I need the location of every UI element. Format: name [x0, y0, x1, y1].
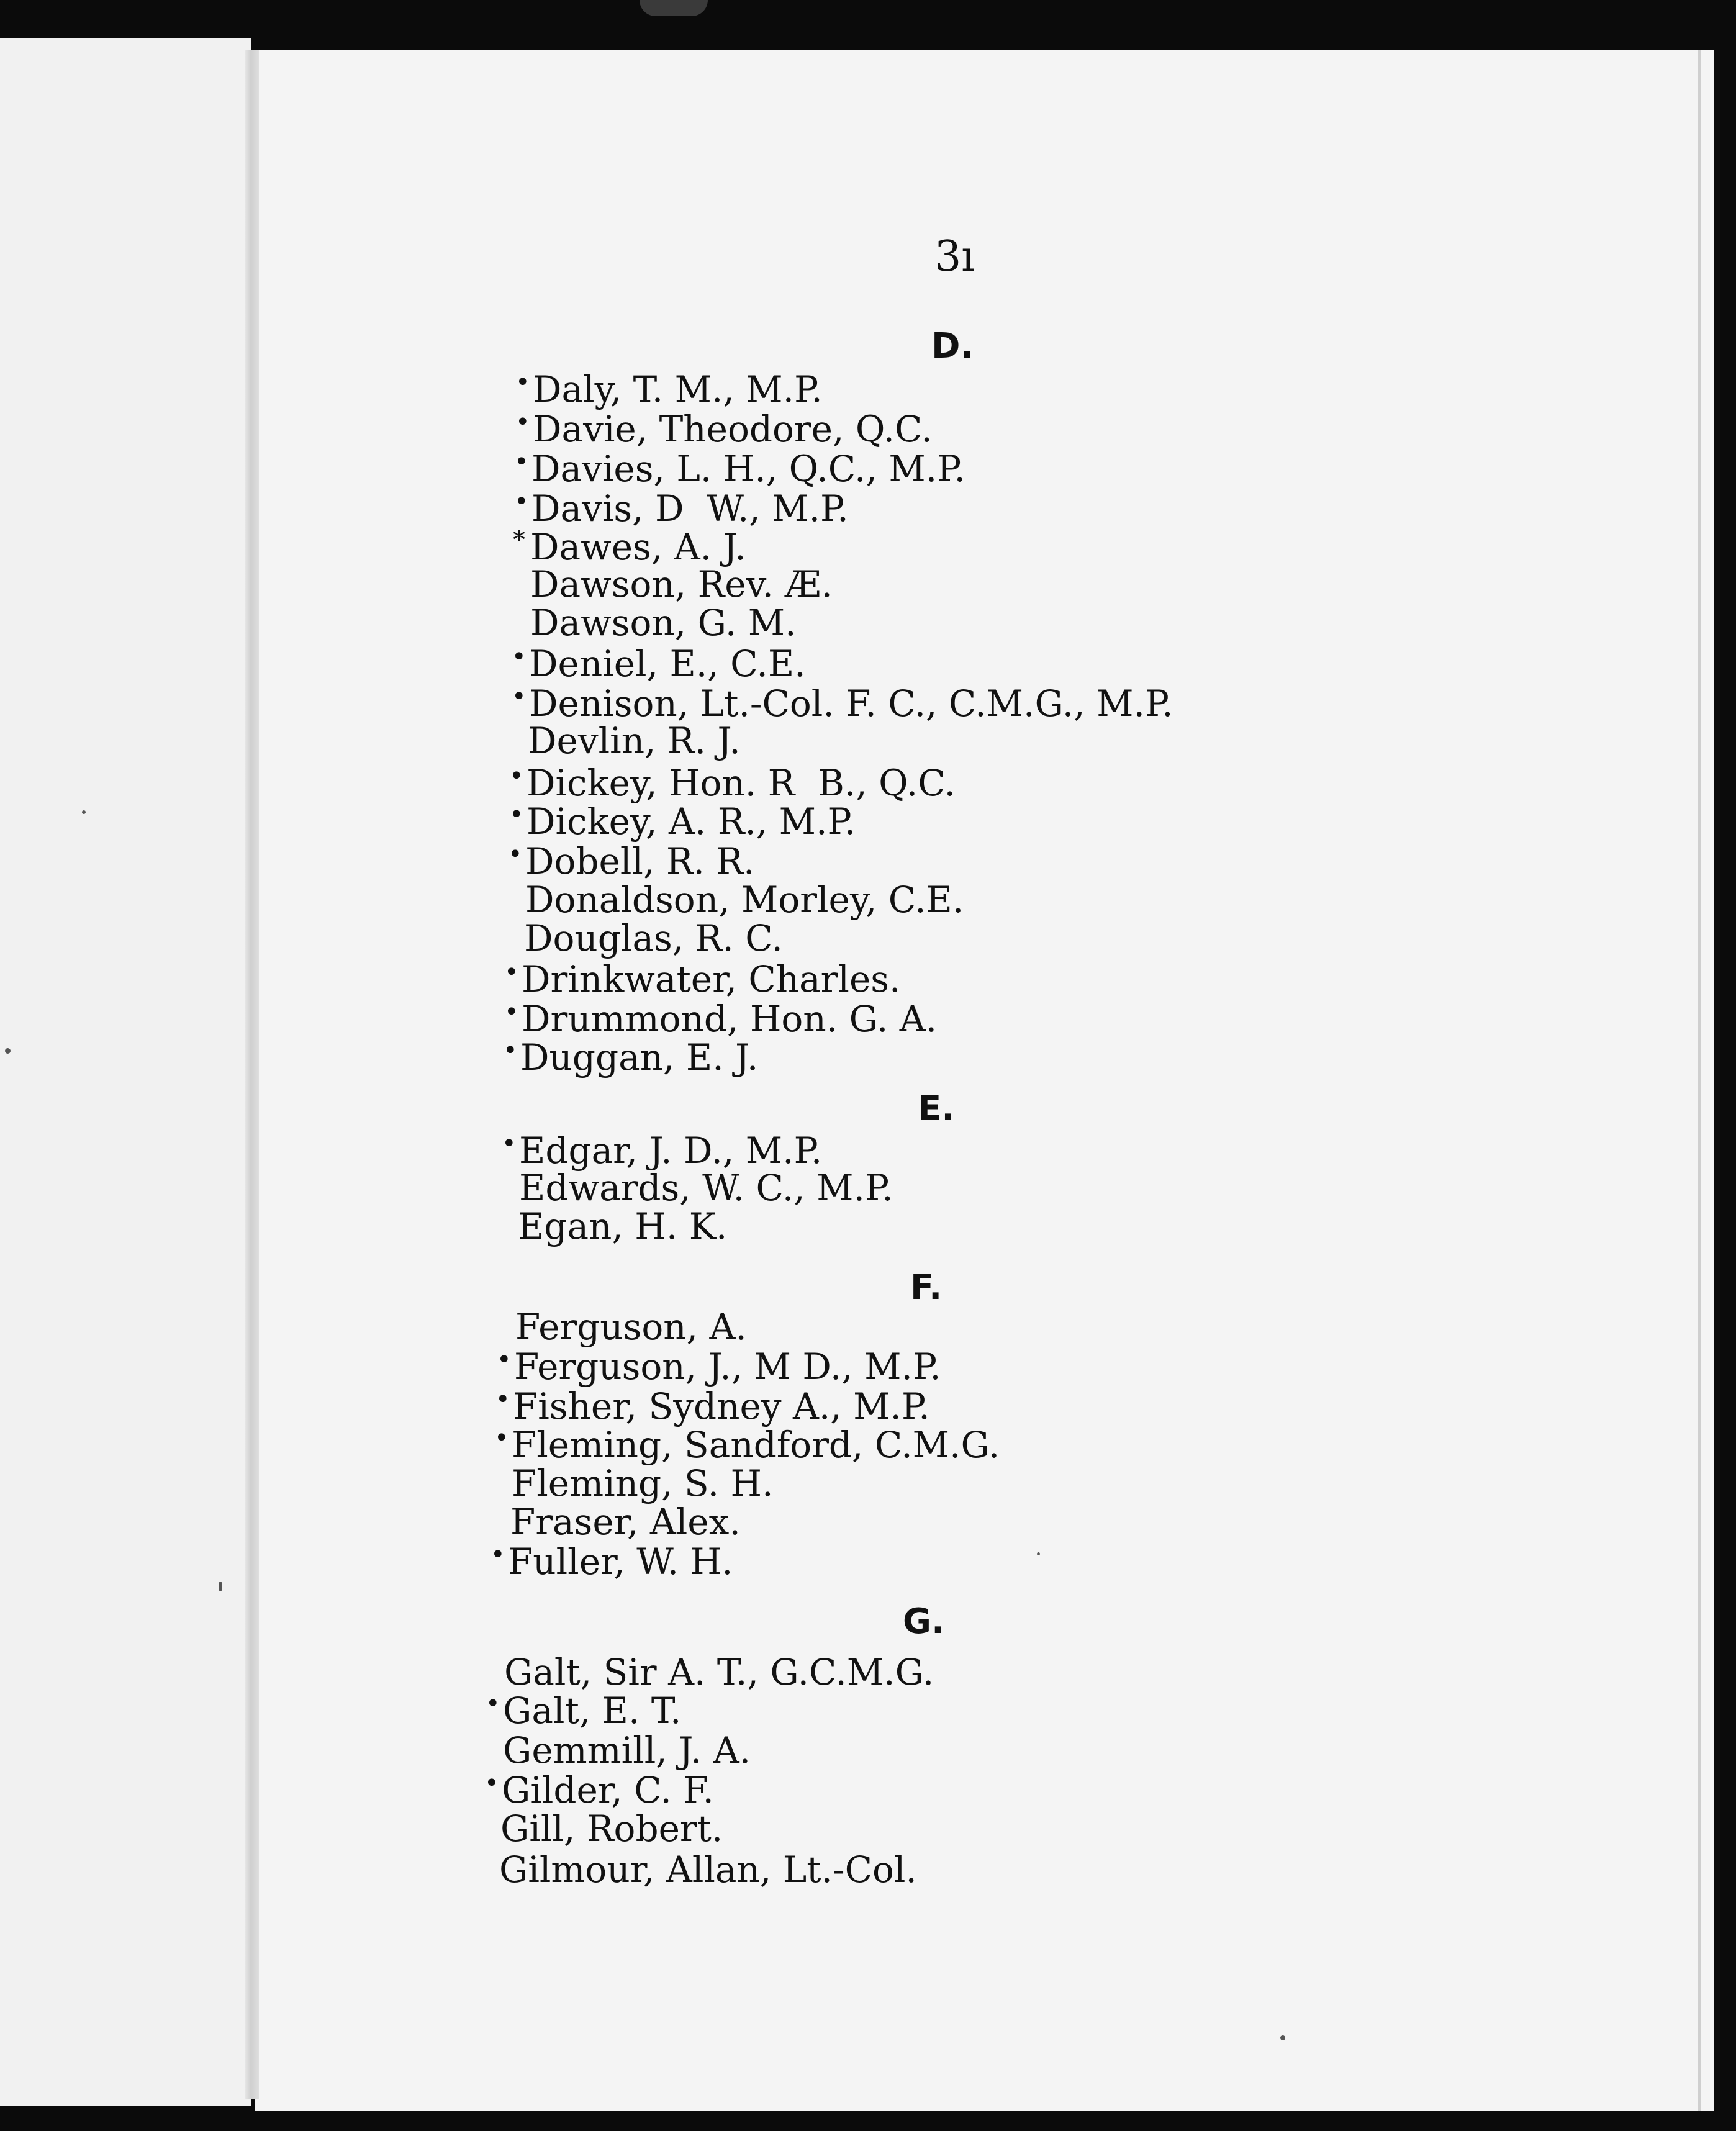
membership-mark: •	[504, 998, 519, 1026]
book-gutter	[245, 50, 259, 2099]
list-item	[502, 1167, 893, 1209]
dust-speck	[219, 1582, 222, 1591]
entry-name: Gilmour, Allan, Lt.-Col.	[499, 1848, 917, 1891]
list-item	[486, 1690, 682, 1732]
page-edge	[1698, 50, 1701, 2111]
list-item	[504, 998, 938, 1040]
entry-name: Dawson, Rev. Æ.	[530, 563, 833, 605]
membership-mark: •	[497, 1346, 512, 1374]
entry-name: Fisher, Sydney A., M.P.	[513, 1385, 930, 1427]
list-item	[500, 1205, 728, 1247]
membership-mark: •	[495, 1385, 510, 1414]
entry-name: Duggan, E. J.	[520, 1036, 759, 1079]
entry-name: Donaldson, Morley, C.E.	[525, 879, 964, 921]
list-item	[493, 1501, 741, 1543]
entry-name: Galt, Sir A. T., G.C.M.G.	[504, 1651, 934, 1693]
entry-name: Davis, D W., M.P.	[531, 487, 849, 530]
left-page	[0, 38, 251, 2106]
membership-mark: *	[513, 526, 525, 554]
membership-mark: •	[512, 643, 527, 671]
list-item	[497, 1346, 941, 1388]
membership-mark: •	[514, 448, 529, 476]
entry-name: Edgar, J. D., M.P.	[519, 1129, 823, 1172]
entry-name: Ferguson, J., M D., M.P.	[514, 1346, 941, 1388]
section-heading-f: F.	[910, 1267, 943, 1308]
page-number: 3ı	[934, 232, 975, 281]
dust-speck	[82, 810, 86, 814]
list-item	[508, 840, 755, 882]
entry-name: Drummond, Hon. G. A.	[522, 998, 938, 1040]
list-item	[487, 1651, 934, 1693]
list-item	[513, 602, 797, 644]
list-item	[508, 879, 964, 921]
entry-name: Fleming, S. H.	[512, 1462, 774, 1504]
list-item	[509, 762, 956, 804]
entry-name: Gemmill, J. A.	[503, 1729, 751, 1771]
entry-name: Dickey, Hon. R B., Q.C.	[527, 762, 956, 804]
entry-name: Gill, Robert.	[500, 1808, 723, 1850]
entry-name: Daly, T. M., M.P.	[533, 368, 823, 410]
membership-mark: •	[514, 487, 529, 516]
list-item	[514, 487, 849, 530]
section-heading-e: E.	[918, 1088, 955, 1129]
list-item	[510, 720, 741, 762]
dust-speck	[1280, 2035, 1285, 2040]
list-item	[495, 1385, 930, 1427]
membership-mark: •	[515, 368, 530, 397]
membership-mark: •	[486, 1690, 500, 1718]
entry-name: Denison, Lt.-Col. F. C., C.M.G., M.P.	[529, 682, 1173, 725]
list-item	[483, 1808, 723, 1850]
entry-name: Fleming, Sandford, C.M.G.	[512, 1424, 1000, 1466]
entry-name: Gilder, C. F.	[502, 1769, 714, 1811]
membership-mark: •	[508, 840, 523, 869]
dust-speck	[1037, 1552, 1040, 1555]
entry-name: Dawes, A. J.	[530, 526, 746, 568]
list-item	[502, 1129, 823, 1172]
entry-name: Galt, E. T.	[503, 1690, 682, 1732]
right-page	[255, 50, 1714, 2111]
membership-mark: •	[512, 682, 527, 711]
entry-name: Ferguson, A.	[515, 1306, 747, 1348]
list-item	[503, 1036, 759, 1079]
dust-speck	[5, 1048, 11, 1054]
list-item	[484, 1769, 714, 1811]
entry-name: Douglas, R. C.	[524, 917, 783, 959]
entry-name: Devlin, R. J.	[528, 720, 741, 762]
section-heading-d: D.	[931, 326, 974, 366]
list-item	[494, 1462, 774, 1504]
membership-mark: •	[509, 762, 524, 790]
list-item	[509, 800, 856, 843]
membership-mark: •	[503, 1036, 518, 1065]
entry-name: Edwards, W. C., M.P.	[519, 1167, 893, 1209]
list-item	[512, 682, 1173, 725]
list-item	[514, 448, 965, 490]
list-item	[498, 1306, 747, 1348]
list-item	[486, 1729, 751, 1771]
entry-name: Dobell, R. R.	[525, 840, 755, 882]
entry-name: Fraser, Alex.	[510, 1501, 741, 1543]
membership-mark: •	[515, 408, 530, 437]
scan-smudge	[640, 0, 708, 16]
list-item	[513, 563, 833, 605]
list-item	[507, 917, 783, 959]
membership-mark: •	[494, 1424, 509, 1452]
entry-name: Drinkwater, Charles.	[522, 958, 901, 1000]
membership-mark: •	[504, 958, 519, 987]
list-item	[515, 408, 933, 450]
membership-mark: •	[484, 1769, 499, 1798]
membership-mark: •	[509, 800, 524, 829]
list-item	[515, 368, 823, 410]
membership-mark: •	[491, 1541, 505, 1569]
list-item	[504, 958, 901, 1000]
entry-name: Fuller, W. H.	[508, 1541, 733, 1583]
entry-name: Dawson, G. M.	[530, 602, 797, 644]
entry-name: Davies, L. H., Q.C., M.P.	[531, 448, 965, 490]
list-item	[512, 643, 806, 685]
list-item	[513, 526, 746, 568]
membership-mark: •	[502, 1129, 517, 1158]
list-item	[482, 1848, 917, 1891]
section-heading-g: G.	[903, 1601, 945, 1642]
entry-name: Deniel, E., C.E.	[529, 643, 806, 685]
list-item	[494, 1424, 1000, 1466]
list-item	[491, 1541, 733, 1583]
entry-name: Dickey, A. R., M.P.	[527, 800, 856, 843]
entry-name: Davie, Theodore, Q.C.	[533, 408, 933, 450]
entry-name: Egan, H. K.	[518, 1205, 728, 1247]
